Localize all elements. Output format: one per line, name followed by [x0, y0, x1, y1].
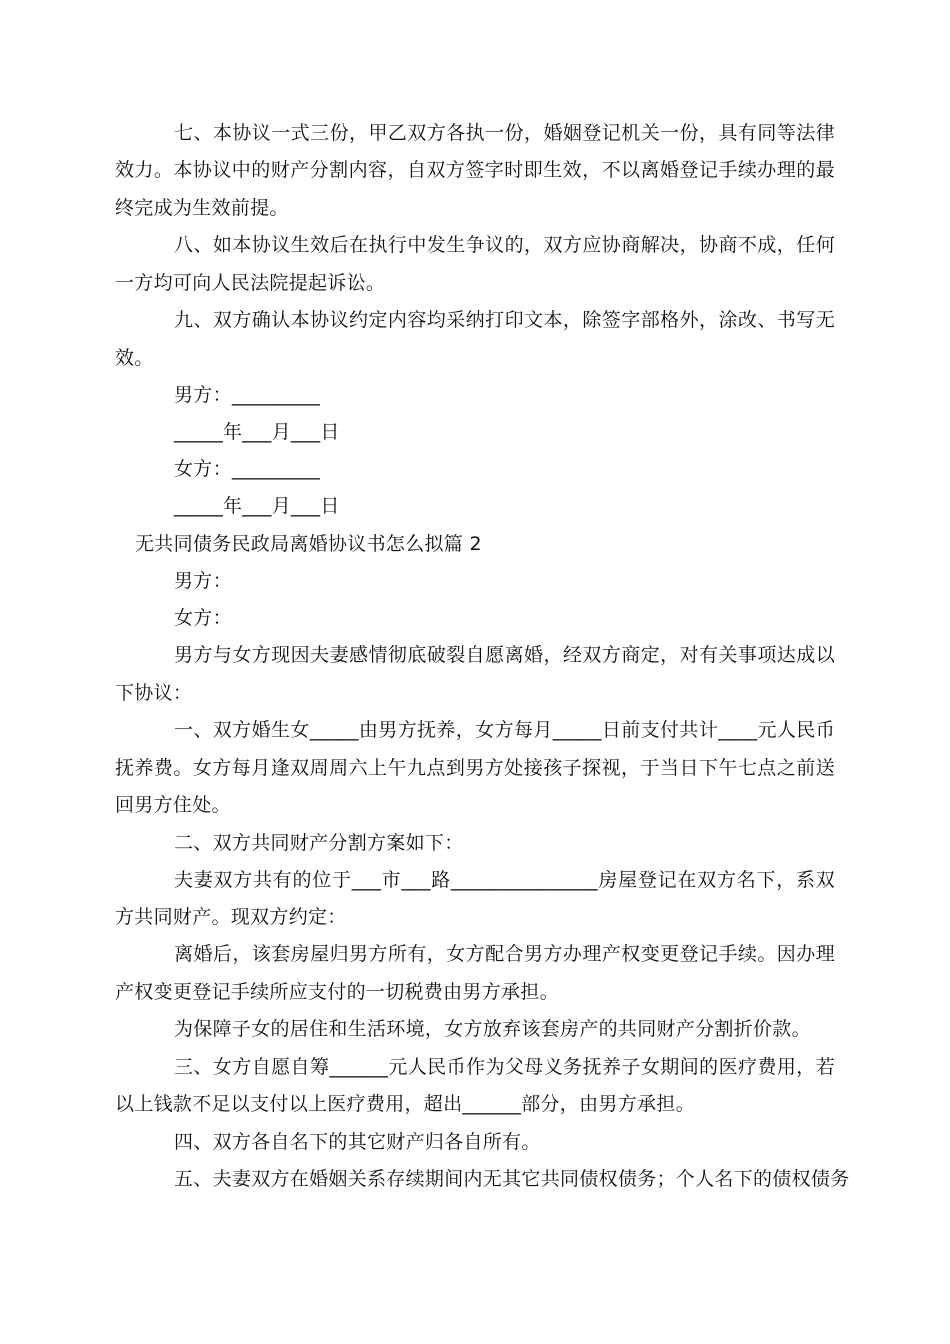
- clause-2-heading: 二、双方共同财产分割方案如下：: [174, 832, 464, 854]
- preamble-line-1: 男方与女方现因夫妻感情彻底破裂自愿离婚，经双方商定，对有关事项达成以: [174, 644, 835, 666]
- clause-7-line-2: 效力。本协议中的财产分割内容，自双方签字时即生效，不以离婚登记手续办理的最: [115, 159, 835, 181]
- clause-2-para-3: 为保障子女的居住和生活环境，女方放弃该套房产的共同财产分割折价款。: [174, 1018, 811, 1040]
- clause-4: 四、双方各自名下的其它财产归各自所有。: [174, 1131, 541, 1153]
- clause-2-para-1-line-1: 夫妻双方共有的位于___市___路_______________房屋登记在双方名下，系双: [174, 869, 835, 891]
- signature-date-female: _____年___月___日: [174, 495, 340, 517]
- clause-2-para-2-line-1: 离婚后，该套房屋归男方所有，女方配合男方办理产权变更登记手续。因办理: [174, 943, 835, 965]
- party-female: 女方：: [174, 607, 232, 629]
- clause-2-para-1-line-2: 方共同财产。现双方约定：: [115, 906, 347, 928]
- signature-male: 男方：_________: [174, 384, 321, 406]
- party-male: 男方：: [174, 570, 232, 592]
- clause-1-line-2: 抚养费。女方每月逢双周周六上午九点到男方处接孩子探视，于当日下午七点之前送: [115, 757, 835, 779]
- clause-3-line-1: 三、女方自愿自筹______元人民币作为父母义务抚养子女期间的医疗费用，若: [174, 1056, 835, 1078]
- clause-7-line-3: 终完成为生效前提。: [115, 197, 289, 219]
- clause-1-line-1: 一、双方婚生女_____由男方抚养，女方每月_____日前支付共计____元人民币: [174, 719, 835, 741]
- preamble-line-2: 下协议：: [115, 682, 193, 704]
- clause-1-line-3: 回男方住处。: [115, 794, 231, 816]
- clause-5-line-1: 五、夫妻双方在婚姻关系存续期间内无其它共同债权债务；个人名下的债权债务: [174, 1168, 850, 1190]
- clause-3-line-2: 以上钱款不足以支付以上医疗费用，超出______部分，由男方承担。: [115, 1093, 695, 1115]
- section-title: 无共同债务民政局离婚协议书怎么拟篇 2: [135, 533, 482, 555]
- clause-8-line-1: 八、如本协议生效后在执行中发生争议的，双方应协商解决，协商不成，任何: [174, 234, 835, 256]
- clause-7-line-1: 七、本协议一式三份，甲乙双方各执一份，婚姻登记机关一份，具有同等法律: [174, 122, 835, 144]
- signature-female: 女方：_________: [174, 458, 321, 480]
- clause-8-line-2: 一方均可向人民法院提起诉讼。: [115, 272, 386, 294]
- clause-9-line-1: 九、双方确认本协议约定内容均采纳打印文本，除签字部格外，涂改、书写无: [174, 309, 835, 331]
- clause-9-line-2: 效。: [115, 347, 154, 369]
- signature-date-male: _____年___月___日: [174, 421, 340, 443]
- clause-2-para-2-line-2: 产权变更登记手续所应支付的一切税费由男方承担。: [115, 981, 559, 1003]
